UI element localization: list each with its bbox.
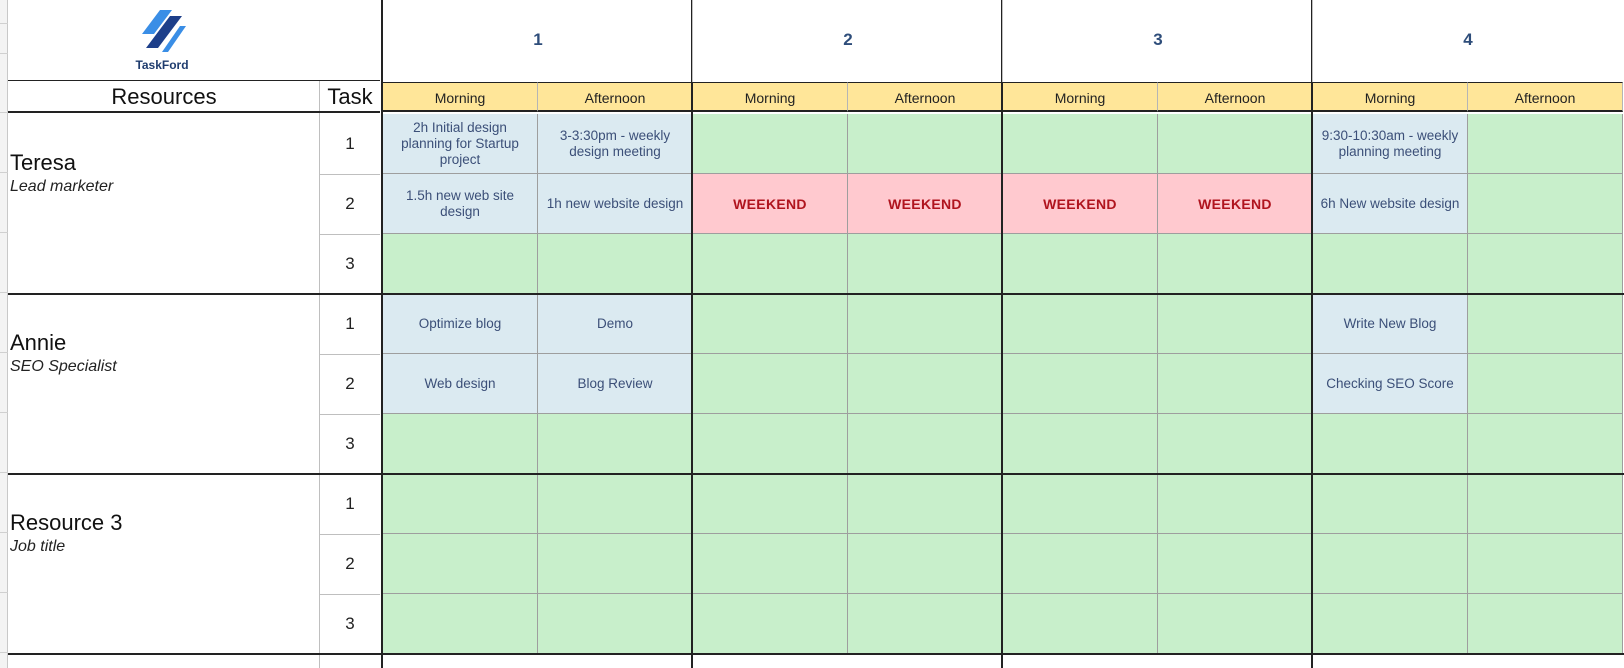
- resources-header: Resources: [111, 84, 217, 109]
- task-row-divider: [320, 234, 380, 235]
- gutter-row-line: [0, 532, 8, 533]
- resource-name: Resource 3: [10, 510, 123, 535]
- empty-cell[interactable]: [538, 234, 693, 294]
- task-cell[interactable]: Blog Review: [538, 354, 693, 414]
- task-row-divider: [320, 534, 380, 535]
- empty-cell[interactable]: [693, 114, 848, 174]
- task-cell[interactable]: 3-3:30pm - weekly design meeting: [538, 114, 693, 174]
- header-divider: [1002, 0, 1003, 82]
- gutter-row-line: [0, 53, 8, 54]
- gutter-row-line: [0, 472, 8, 473]
- morning-header: Morning: [1003, 82, 1158, 112]
- empty-cell[interactable]: [1003, 114, 1158, 174]
- task-cell[interactable]: Optimize blog: [383, 294, 538, 354]
- morning-header: Morning: [693, 82, 848, 112]
- task-number: 1: [345, 134, 355, 153]
- empty-cell[interactable]: [383, 234, 538, 294]
- empty-cell[interactable]: [1468, 414, 1623, 474]
- empty-cell[interactable]: [1158, 234, 1313, 294]
- empty-cell[interactable]: [693, 534, 848, 594]
- empty-cell[interactable]: [1313, 234, 1468, 294]
- resource-name: Annie: [10, 330, 67, 355]
- empty-cell[interactable]: [1468, 234, 1623, 294]
- day-header-3: 3: [1153, 30, 1163, 49]
- gutter-row-line: [0, 172, 8, 173]
- day-header-1: 1: [533, 30, 543, 49]
- task-number: 2: [345, 374, 355, 393]
- task-cell[interactable]: 2h Initial design planning for Startup project: [383, 114, 538, 174]
- brand-name: TaskFord: [135, 58, 189, 72]
- empty-cell[interactable]: [538, 414, 693, 474]
- empty-cell[interactable]: [848, 414, 1003, 474]
- empty-cell[interactable]: [693, 474, 848, 534]
- empty-cell[interactable]: [383, 474, 538, 534]
- gutter-row-line: [0, 232, 8, 233]
- task-cell[interactable]: 1h new website design: [538, 174, 693, 234]
- weekend-cell[interactable]: WEEKEND: [1003, 174, 1158, 234]
- header-divider: [1312, 0, 1313, 82]
- task-number: 1: [345, 494, 355, 513]
- morning-header: Morning: [383, 82, 538, 112]
- day-header-4: 4: [1463, 30, 1473, 49]
- empty-cell[interactable]: [1003, 594, 1158, 654]
- empty-cell[interactable]: [1003, 534, 1158, 594]
- empty-cell[interactable]: [848, 534, 1003, 594]
- empty-cell[interactable]: [383, 534, 538, 594]
- gutter-row-line: [0, 23, 8, 24]
- task-cell[interactable]: Demo: [538, 294, 693, 354]
- day-separator: [381, 0, 383, 668]
- empty-cell[interactable]: [1468, 114, 1623, 174]
- empty-cell[interactable]: [693, 294, 848, 354]
- resource-title: Job title: [10, 538, 66, 555]
- gutter-row-line: [0, 292, 8, 293]
- empty-cell[interactable]: [1003, 414, 1158, 474]
- task-cell[interactable]: 6h New website design: [1313, 174, 1468, 234]
- afternoon-header: Afternoon: [1468, 82, 1623, 112]
- day-separator: [1001, 0, 1003, 668]
- gutter-row-line: [0, 412, 8, 413]
- empty-cell[interactable]: [1003, 354, 1158, 414]
- afternoon-header: Afternoon: [538, 82, 693, 112]
- weekend-cell[interactable]: WEEKEND: [1158, 174, 1313, 234]
- gutter-row-line: [0, 592, 8, 593]
- empty-cell[interactable]: [1158, 114, 1313, 174]
- gutter-row-line: [0, 652, 8, 653]
- empty-cell[interactable]: [383, 594, 538, 654]
- task-cell[interactable]: Web design: [383, 354, 538, 414]
- gutter-row-line: [0, 352, 8, 353]
- task-cell[interactable]: 9:30-10:30am - weekly planning meeting: [1313, 114, 1468, 174]
- empty-cell[interactable]: [848, 114, 1003, 174]
- resource-name: Teresa: [10, 150, 77, 175]
- empty-cell[interactable]: [1003, 234, 1158, 294]
- task-number: 1: [345, 314, 355, 333]
- task-cell[interactable]: Write New Blog: [1313, 294, 1468, 354]
- weekend-cell[interactable]: WEEKEND: [693, 174, 848, 234]
- empty-cell[interactable]: [1313, 474, 1468, 534]
- empty-cell[interactable]: [1468, 354, 1623, 414]
- empty-cell[interactable]: [1003, 294, 1158, 354]
- task-row-divider: [320, 354, 380, 355]
- afternoon-header: Afternoon: [848, 82, 1003, 112]
- empty-cell[interactable]: [1313, 414, 1468, 474]
- empty-cell[interactable]: [538, 474, 693, 534]
- empty-cell[interactable]: [1158, 534, 1313, 594]
- empty-cell[interactable]: [693, 594, 848, 654]
- row-gutter: [0, 0, 8, 668]
- task-number: 3: [345, 254, 355, 273]
- grid-bottom-border: [8, 653, 1624, 655]
- task-cell[interactable]: 1.5h new web site design: [383, 174, 538, 234]
- task-number: 3: [345, 434, 355, 453]
- empty-cell[interactable]: [848, 294, 1003, 354]
- task-number: 2: [345, 194, 355, 213]
- day-separator: [1311, 0, 1313, 668]
- empty-cell[interactable]: [1158, 594, 1313, 654]
- task-row-divider: [320, 594, 380, 595]
- empty-cell[interactable]: [848, 474, 1003, 534]
- task-header: Task: [327, 84, 373, 109]
- task-number: 2: [345, 554, 355, 573]
- weekend-cell[interactable]: WEEKEND: [848, 174, 1003, 234]
- task-cell[interactable]: Checking SEO Score: [1313, 354, 1468, 414]
- task-number: 3: [345, 614, 355, 633]
- empty-cell[interactable]: [1313, 534, 1468, 594]
- day-header-2: 2: [843, 30, 853, 49]
- empty-cell[interactable]: [693, 234, 848, 294]
- empty-cell[interactable]: [693, 354, 848, 414]
- empty-cell[interactable]: [1468, 594, 1623, 654]
- empty-cell[interactable]: [1468, 294, 1623, 354]
- empty-cell[interactable]: [1468, 474, 1623, 534]
- resource-title: Lead marketer: [10, 178, 114, 195]
- empty-cell[interactable]: [1158, 354, 1313, 414]
- resource-title: SEO Specialist: [10, 358, 117, 375]
- empty-cell[interactable]: [538, 534, 693, 594]
- empty-cell[interactable]: [693, 414, 848, 474]
- task-row-divider: [320, 174, 380, 175]
- morning-header: Morning: [1313, 82, 1468, 112]
- day-separator: [691, 0, 693, 668]
- afternoon-header: Afternoon: [1158, 82, 1313, 112]
- taskford-logo-icon: [140, 8, 186, 58]
- task-row-divider: [320, 414, 380, 415]
- empty-cell[interactable]: [848, 354, 1003, 414]
- empty-cell[interactable]: [383, 414, 538, 474]
- empty-cell[interactable]: [848, 594, 1003, 654]
- header-divider: [692, 0, 693, 82]
- empty-cell[interactable]: [1003, 474, 1158, 534]
- empty-cell[interactable]: [538, 594, 693, 654]
- empty-cell[interactable]: [1468, 174, 1623, 234]
- empty-cell[interactable]: [1158, 414, 1313, 474]
- empty-cell[interactable]: [1313, 594, 1468, 654]
- empty-cell[interactable]: [1158, 474, 1313, 534]
- empty-cell[interactable]: [1158, 294, 1313, 354]
- gutter-row-line: [0, 112, 8, 113]
- empty-cell[interactable]: [848, 234, 1003, 294]
- resource-separator: [8, 473, 1624, 475]
- resource-separator: [8, 293, 1624, 295]
- empty-cell[interactable]: [1468, 534, 1623, 594]
